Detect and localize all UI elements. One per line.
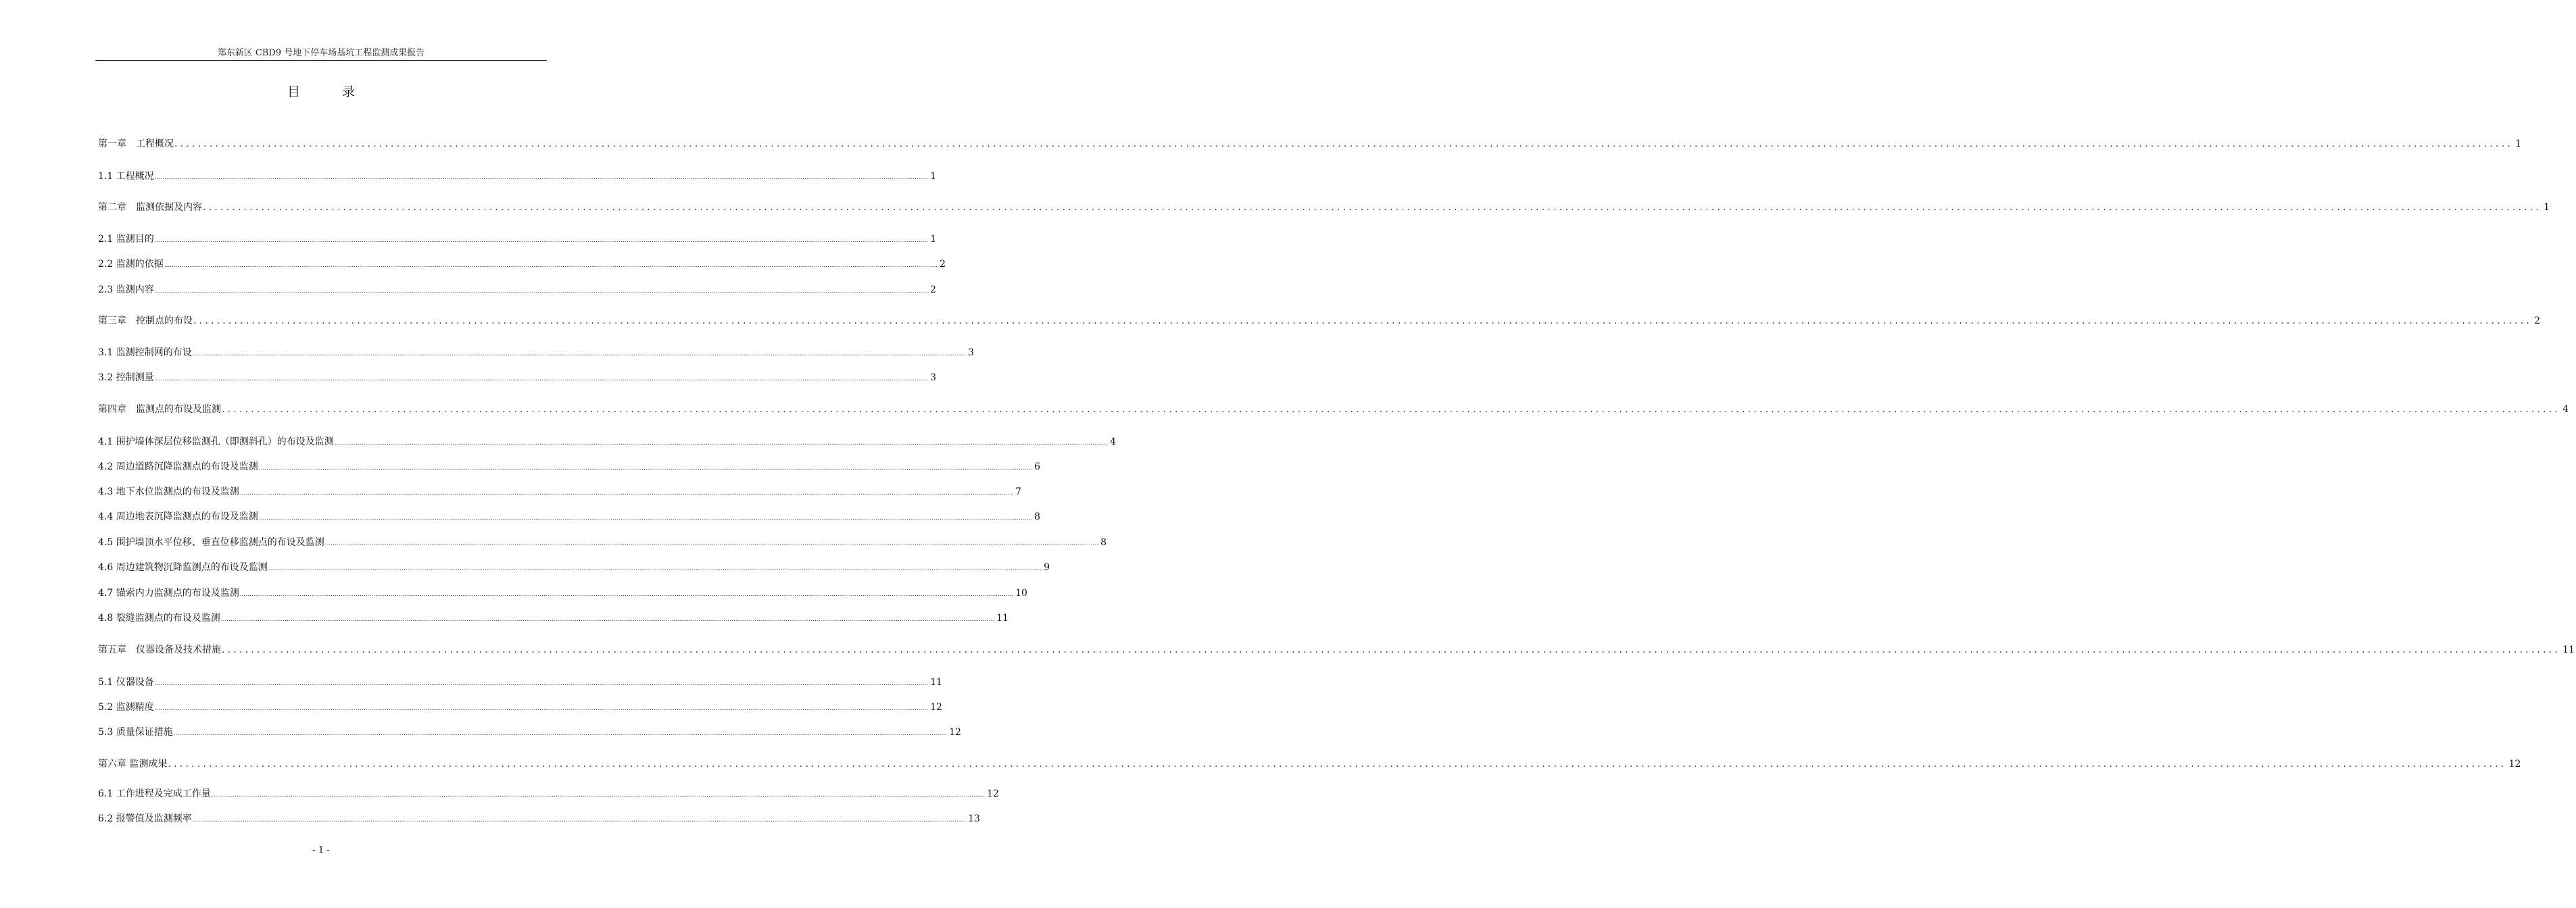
- toc-section-entry[interactable]: [98, 611, 1008, 626]
- toc-page-number: 12: [949, 727, 961, 738]
- toc-dot-leader: ................................................................................................................................................................................................................................................................................................................................................................................................................: [173, 730, 948, 737]
- toc-dot-leader: ................................................................................................................................................................................................................................................................................................................................................................................................................: [154, 174, 929, 181]
- toc-entry-label: 4.7 锚索内力监测点的布设及监测: [98, 588, 239, 599]
- toc-section-entry[interactable]: [98, 675, 942, 690]
- toc-page-number: 6: [1034, 461, 1040, 472]
- toc-page-number: 3: [930, 372, 936, 383]
- toc-dot-leader: ................................................................................................................................................................................................................................................................................................................................................................................................................: [192, 817, 967, 824]
- toc-section-entry[interactable]: [98, 811, 980, 826]
- toc-dot-leader: ................................................................................................................................................................................................................................................................................................................................................................................................................: [222, 645, 2561, 655]
- toc-section-entry[interactable]: [98, 459, 1040, 474]
- toc-section-entry[interactable]: [98, 560, 1050, 575]
- toc-entry-label: 4.8 裂缝监测点的布设及监测: [98, 613, 220, 624]
- toc-entry-label: 4.3 地下水位监测点的布设及监测: [98, 486, 239, 497]
- toc-page-number: 10: [1015, 588, 1027, 599]
- toc-page-number: 3: [968, 347, 974, 358]
- toc-dot-leader: ................................................................................................................................................................................................................................................................................................................................................................................................................: [168, 759, 2507, 770]
- toc-entry-label: 5.3 质量保证措施: [98, 727, 173, 738]
- toc-entry-label: 第六章 监测成果: [98, 759, 168, 770]
- toc-entry-label: 第三章 控制点的布设: [98, 316, 193, 326]
- toc-dot-leader: ................................................................................................................................................................................................................................................................................................................................................................................................................: [192, 351, 967, 357]
- toc-dot-leader: ................................................................................................................................................................................................................................................................................................................................................................................................................: [193, 316, 2533, 326]
- toc-section-entry[interactable]: [98, 370, 936, 385]
- toc-dot-leader: ................................................................................................................................................................................................................................................................................................................................................................................................................: [239, 490, 1014, 497]
- toc-entry-label: 3.1 监测控制网的布设: [98, 347, 192, 358]
- toc-page-number: 12: [987, 788, 999, 799]
- page-number: - 1 -: [312, 845, 330, 855]
- toc-chapter-entry[interactable]: [98, 757, 2521, 772]
- toc-dot-leader: ................................................................................................................................................................................................................................................................................................................................................................................................................: [220, 616, 995, 623]
- toc-entry-label: 第五章 仪器设备及技术措施: [98, 645, 221, 655]
- toc-dot-leader: ................................................................................................................................................................................................................................................................................................................................................................................................................: [324, 540, 1099, 547]
- toc-dot-leader: ................................................................................................................................................................................................................................................................................................................................................................................................................: [154, 376, 929, 382]
- toc-dot-leader: ................................................................................................................................................................................................................................................................................................................................................................................................................: [154, 288, 929, 295]
- toc-section-entry[interactable]: [98, 282, 936, 297]
- toc-page-number: 12: [2508, 759, 2521, 770]
- toc-entry-label: 5.1 仪器设备: [98, 677, 154, 688]
- toc-section-entry[interactable]: [98, 509, 1040, 524]
- toc-entry-label: 4.5 围护墙顶水平位移、垂直位移监测点的布设及监测: [98, 537, 324, 548]
- toc-entry-label: 2.3 监测内容: [98, 284, 154, 295]
- toc-chapter-entry[interactable]: [98, 313, 2540, 328]
- toc-dot-leader: ................................................................................................................................................................................................................................................................................................................................................................................................................: [211, 792, 986, 799]
- toc-page-number: 1: [2544, 202, 2550, 213]
- toc-entry-label: 4.6 周边建筑物沉降监测点的布设及监测: [98, 562, 268, 573]
- toc-section-entry[interactable]: [98, 535, 1107, 550]
- toc-entry-label: 4.2 周边道路沉降监测点的布设及监测: [98, 461, 258, 472]
- toc-entry-label: 第二章 监测依据及内容: [98, 202, 202, 213]
- toc-page-number: 1: [930, 171, 936, 182]
- toc-page-number: 13: [968, 813, 980, 824]
- toc-section-entry[interactable]: [98, 484, 1021, 499]
- toc-dot-leader: ................................................................................................................................................................................................................................................................................................................................................................................................................: [268, 565, 1042, 572]
- toc-section-entry[interactable]: [98, 434, 1116, 449]
- toc-section-entry[interactable]: [98, 257, 946, 272]
- toc-dot-leader: ................................................................................................................................................................................................................................................................................................................................................................................................................: [239, 591, 1014, 598]
- toc-page-number: 8: [1100, 537, 1107, 548]
- toc-entry-label: 1.1 工程概况: [98, 171, 154, 182]
- toc-dot-leader: ................................................................................................................................................................................................................................................................................................................................................................................................................: [154, 237, 929, 244]
- toc-entry-label: 6.1 工作进程及完成工作量: [98, 788, 211, 799]
- toc-page-number: 7: [1015, 486, 1021, 497]
- toc-section-entry[interactable]: [98, 232, 936, 247]
- toc-dot-leader: ................................................................................................................................................................................................................................................................................................................................................................................................................: [334, 440, 1109, 447]
- toc-chapter-entry[interactable]: [98, 402, 2569, 417]
- toc-chapter-entry[interactable]: [98, 200, 2550, 215]
- toc-section-entry[interactable]: [98, 345, 974, 360]
- toc-section-entry[interactable]: [98, 169, 936, 184]
- toc-dot-leader: ................................................................................................................................................................................................................................................................................................................................................................................................................: [222, 404, 2561, 415]
- toc-page-number: 9: [1044, 562, 1050, 573]
- toc-dot-leader: ................................................................................................................................................................................................................................................................................................................................................................................................................: [154, 680, 929, 687]
- running-header: 郑东新区 CBD9 号地下停车场基坑工程监测成果报告: [95, 47, 547, 61]
- toc-dot-leader: ................................................................................................................................................................................................................................................................................................................................................................................................................: [258, 515, 1033, 522]
- toc-dot-leader: ................................................................................................................................................................................................................................................................................................................................................................................................................: [164, 262, 938, 269]
- toc-entry-label: 4.1 围护墙体深层位移监测孔（即测斜孔）的布设及监测: [98, 436, 334, 447]
- toc-entry-label: 2.2 监测的依据: [98, 259, 164, 270]
- toc-entry-label: 3.2 控制测量: [98, 372, 154, 383]
- toc-page-number: 4: [2562, 404, 2569, 415]
- toc-page-number: 11: [930, 677, 942, 688]
- toc-page-number: 8: [1034, 511, 1040, 522]
- toc-entry-label: 2.1 监测目的: [98, 234, 154, 245]
- toc-page-number: 1: [930, 234, 936, 245]
- toc-dot-leader: ................................................................................................................................................................................................................................................................................................................................................................................................................: [203, 202, 2542, 213]
- toc-page-number: 1: [2515, 138, 2521, 149]
- toc-entry-label: 第四章 监测点的布设及监测: [98, 404, 221, 415]
- toc-page-number: 2: [2534, 316, 2540, 326]
- toc-page-number: 2: [930, 284, 936, 295]
- toc-dot-leader: ................................................................................................................................................................................................................................................................................................................................................................................................................: [154, 705, 929, 712]
- toc-dot-leader: ................................................................................................................................................................................................................................................................................................................................................................................................................: [174, 138, 2514, 149]
- toc-chapter-entry[interactable]: [98, 642, 2575, 657]
- toc-entry-label: 第一章 工程概况: [98, 138, 174, 149]
- toc-page-number: 2: [940, 259, 946, 270]
- toc-entry-label: 5.2 监测精度: [98, 702, 154, 713]
- toc-title: 目录: [287, 84, 397, 99]
- toc-section-entry[interactable]: [98, 586, 1027, 601]
- toc-entry-label: 6.2 报警值及监测频率: [98, 813, 192, 824]
- toc-entry-label: 4.4 周边地表沉降监测点的布设及监测: [98, 511, 258, 522]
- toc-dot-leader: ................................................................................................................................................................................................................................................................................................................................................................................................................: [258, 465, 1033, 472]
- toc-page-number: 12: [930, 702, 942, 713]
- toc-section-entry[interactable]: [98, 725, 961, 740]
- toc-page-number: 4: [1110, 436, 1116, 447]
- toc-chapter-entry[interactable]: [98, 136, 2521, 151]
- toc-page-number: 11: [996, 613, 1008, 624]
- toc-page-number: 11: [2562, 645, 2575, 655]
- toc-section-entry[interactable]: [98, 786, 999, 801]
- toc-section-entry[interactable]: [98, 700, 942, 715]
